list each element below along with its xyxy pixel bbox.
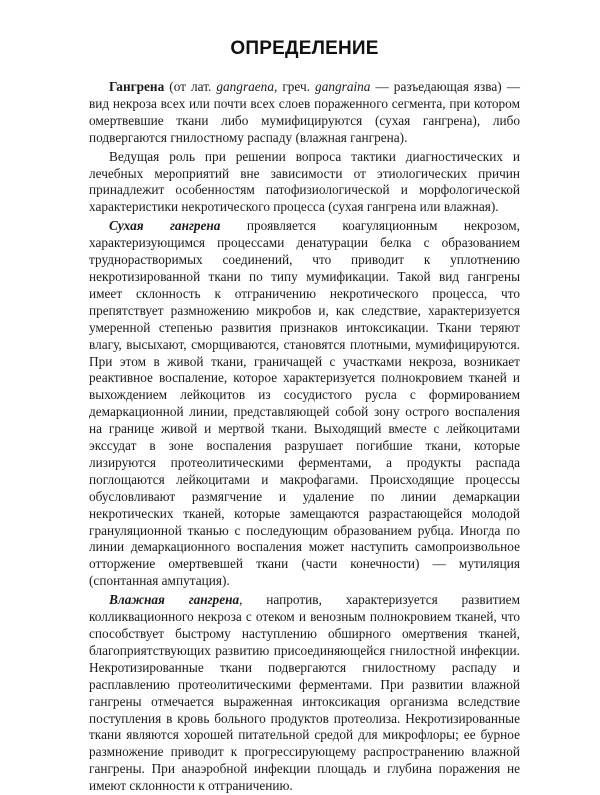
paragraph-tactics [89, 149, 520, 217]
paragraph-wet-gangrene [89, 592, 520, 795]
term-dry-gangrene: Сухая гангрена [109, 218, 221, 234]
latin-term: gangraena [216, 79, 274, 94]
definition-text-1: (от лат. [164, 79, 217, 94]
dry-gangrene-text: проявляется коагуляционным некрозом, характеризующимся процессами денатурации белка с образованием труднорастворимых соединений, что приводит к уплотнению некротизированной ткани по типу мумификации. Такой вид гангрены имеет склонность к отграничению некротического процесса, что препятствует размножению микробов и, как следствие, характеризуется умеренной степенью развития признаков интоксикации. Ткани теряют влагу, высыхают, сморщиваются, становятся плотными, мумифицируются. При этом в живой ткани, граничащей с участками некроза, возникает реактивное воспаление, которое характеризуется полнокровием тканей и выхождением лейкоцитов из сосудистого русла с формированием демаркационной линии, представляющей собой зону острого воспаления на границе живой и мертвой ткани. Выходящий вместе с лейкоцитами экссудат в зоне воспаления разрушает погибшие ткани, которые лизируются протеолитическими ферментами, а продукты распада поглощаются лейкоцитами и макрофагами. Происходящие процессы обусловливают размягчение и удаление по линии демаркации некротических тканей, которые замещаются разрастающейся молодой грануляционной тканью с последующим образованием рубца. Иногда по линии демаркационного воспаления может наступить самопроизвольное отторжение омертвевшей ткани (части конечности) — мутиляция (спонтанная ампутация). [89, 218, 520, 589]
greek-term: gangraina [315, 79, 371, 94]
definition-text-3: — разъедающая язва) — вид некроза всех или почти всех слоев пораженного сегмента, при котором омертвевшие ткани либо мумифицируются (сухая гангрена), либо подвергаются гнилостному распаду (влажная гангрена). [89, 79, 520, 145]
definition-text-2: , греч. [273, 79, 316, 94]
term-wet-gangrene: Влажная гангрена [109, 592, 240, 608]
wet-gangrene-text: , напротив, характеризуется развитием колликвационного некроза с отеком и венозным полнокровием тканей, что способствует быстрому наступлению обширного омертвения тканей, благоприятствующих развитию присоединяющейся гнилостной инфекции. Некротизированные ткани подвергаются гнилостному распаду и расплавлению протеолитическими ферментами. При развитии влажной гангрены отмечается выраженная интоксикация организма вследствие поступления в кровь больного продуктов протеолиза. Некротизированные ткани являются хорошей питательной средой для микрофлоры; ее бурное размножение приводит к прогрессирующему распространению влажной гангрены. При анаэробной инфекции площадь и глубина поражения не имеют склонности к отграничению. [89, 592, 521, 794]
page-title: ОПРЕДЕЛЕНИЕ [230, 38, 379, 59]
tactics-text: Ведущая роль при решении вопроса тактики диагностических и лечебных мероприятий вне зависимости от этиологических причин принадлежит особенностям патофизиологической и морфологической характеристики некротического процесса (сухая гангрена или влажная). [89, 148, 520, 215]
paragraph-definition [89, 79, 520, 147]
term-gangrene: Гангрена [109, 79, 165, 94]
paragraph-dry-gangrene [89, 218, 520, 590]
